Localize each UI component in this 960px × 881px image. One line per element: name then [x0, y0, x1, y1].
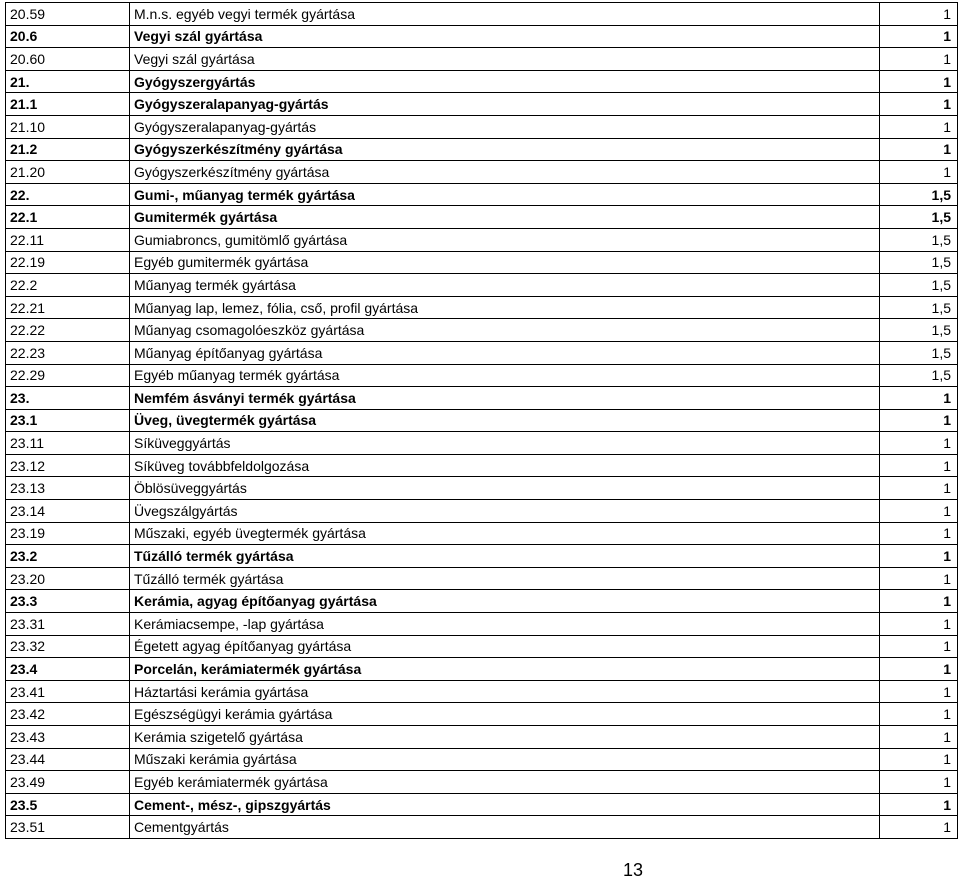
code-cell: 23.5 — [6, 793, 130, 816]
name-cell: Gumi-, műanyag termék gyártása — [130, 183, 880, 206]
name-cell: Tűzálló termék gyártása — [130, 545, 880, 568]
table-row — [6, 3, 958, 26]
code-cell: 23.12 — [6, 454, 130, 477]
name-cell: Vegyi szál gyártása — [130, 48, 880, 71]
code-cell: 23.3 — [6, 590, 130, 613]
value-cell: 1 — [880, 93, 958, 116]
code-cell: 23.4 — [6, 658, 130, 681]
code-cell: 22.1 — [6, 206, 130, 229]
page-number: 13 — [622, 860, 644, 880]
name-cell: Síküveggyártás — [130, 432, 880, 455]
value-cell: 1,5 — [880, 319, 958, 342]
table-row — [6, 432, 958, 455]
code-cell: 23.14 — [6, 500, 130, 523]
table-row — [6, 274, 958, 297]
name-cell: Gyógyszerkészítmény gyártása — [130, 138, 880, 161]
value-cell: 1 — [880, 816, 958, 839]
name-cell: Kerámiacsempe, -lap gyártása — [130, 613, 880, 636]
table-row — [6, 816, 958, 839]
value-cell: 1,5 — [880, 364, 958, 387]
table-row — [6, 500, 958, 523]
name-cell: Műanyag építőanyag gyártása — [130, 341, 880, 364]
table-row — [6, 387, 958, 410]
code-cell: 21. — [6, 70, 130, 93]
value-cell: 1 — [880, 454, 958, 477]
table-row — [6, 635, 958, 658]
name-cell: Műanyag termék gyártása — [130, 274, 880, 297]
table-row — [6, 25, 958, 48]
value-cell: 1 — [880, 680, 958, 703]
value-cell: 1 — [880, 635, 958, 658]
table-row — [6, 545, 958, 568]
name-cell: Porcelán, kerámiatermék gyártása — [130, 658, 880, 681]
value-cell: 1 — [880, 3, 958, 26]
table-row — [6, 70, 958, 93]
name-cell: Gumitermék gyártása — [130, 206, 880, 229]
value-cell: 1 — [880, 590, 958, 613]
code-cell: 22.22 — [6, 319, 130, 342]
value-cell: 1 — [880, 500, 958, 523]
code-cell: 23.43 — [6, 726, 130, 749]
table-row — [6, 228, 958, 251]
code-cell: 22.19 — [6, 251, 130, 274]
table-body — [6, 3, 958, 839]
code-cell: 23.42 — [6, 703, 130, 726]
value-cell: 1,5 — [880, 251, 958, 274]
value-cell: 1 — [880, 545, 958, 568]
code-cell: 20.6 — [6, 25, 130, 48]
code-cell: 23.20 — [6, 567, 130, 590]
code-cell: 23.44 — [6, 748, 130, 771]
name-cell: Cement-, mész-, gipszgyártás — [130, 793, 880, 816]
table-row — [6, 613, 958, 636]
code-cell: 23.19 — [6, 522, 130, 545]
code-cell: 23.31 — [6, 613, 130, 636]
name-cell: Nemfém ásványi termék gyártása — [130, 387, 880, 410]
name-cell: Tűzálló termék gyártása — [130, 567, 880, 590]
table-row — [6, 251, 958, 274]
value-cell: 1 — [880, 613, 958, 636]
name-cell: Gyógyszergyártás — [130, 70, 880, 93]
name-cell: Gumiabroncs, gumitömlő gyártása — [130, 228, 880, 251]
value-cell: 1 — [880, 387, 958, 410]
value-cell: 1 — [880, 409, 958, 432]
name-cell: Háztartási kerámia gyártása — [130, 680, 880, 703]
name-cell: Kerámia, agyag építőanyag gyártása — [130, 590, 880, 613]
table-row — [6, 454, 958, 477]
value-cell: 1,5 — [880, 183, 958, 206]
value-cell: 1,5 — [880, 274, 958, 297]
value-cell: 1 — [880, 703, 958, 726]
name-cell: Gyógyszeralapanyag-gyártás — [130, 115, 880, 138]
value-cell: 1 — [880, 793, 958, 816]
name-cell: Síküveg továbbfeldolgozása — [130, 454, 880, 477]
value-cell: 1 — [880, 432, 958, 455]
table-row — [6, 680, 958, 703]
table-row — [6, 793, 958, 816]
code-cell: 22.23 — [6, 341, 130, 364]
table-row — [6, 567, 958, 590]
activity-code-table — [5, 2, 958, 839]
table-row — [6, 771, 958, 794]
name-cell: Műanyag csomagolóeszköz gyártása — [130, 319, 880, 342]
name-cell: Üveg, üvegtermék gyártása — [130, 409, 880, 432]
table-row — [6, 319, 958, 342]
table-row — [6, 138, 958, 161]
table-row — [6, 658, 958, 681]
value-cell: 1 — [880, 748, 958, 771]
code-cell: 22.2 — [6, 274, 130, 297]
table-row — [6, 703, 958, 726]
value-cell: 1,5 — [880, 296, 958, 319]
code-cell: 21.10 — [6, 115, 130, 138]
code-cell: 22. — [6, 183, 130, 206]
table-row — [6, 409, 958, 432]
name-cell: Egyéb gumitermék gyártása — [130, 251, 880, 274]
table-row — [6, 161, 958, 184]
name-cell: Gyógyszerkészítmény gyártása — [130, 161, 880, 184]
value-cell: 1 — [880, 726, 958, 749]
table-row — [6, 364, 958, 387]
code-cell: 21.1 — [6, 93, 130, 116]
value-cell: 1 — [880, 70, 958, 93]
value-cell: 1,5 — [880, 341, 958, 364]
code-cell: 23.11 — [6, 432, 130, 455]
code-cell: 21.2 — [6, 138, 130, 161]
code-cell: 23.2 — [6, 545, 130, 568]
name-cell: Üvegszálgyártás — [130, 500, 880, 523]
value-cell: 1,5 — [880, 228, 958, 251]
name-cell: Öblösüveggyártás — [130, 477, 880, 500]
table-row — [6, 115, 958, 138]
value-cell: 1 — [880, 25, 958, 48]
table-row — [6, 183, 958, 206]
table-row — [6, 477, 958, 500]
code-cell: 23.32 — [6, 635, 130, 658]
value-cell: 1 — [880, 138, 958, 161]
code-cell: 23.41 — [6, 680, 130, 703]
code-cell: 22.29 — [6, 364, 130, 387]
value-cell: 1 — [880, 161, 958, 184]
value-cell: 1 — [880, 567, 958, 590]
table-row — [6, 522, 958, 545]
name-cell: Egészségügyi kerámia gyártása — [130, 703, 880, 726]
code-cell: 23. — [6, 387, 130, 410]
table-row — [6, 296, 958, 319]
name-cell: Vegyi szál gyártása — [130, 25, 880, 48]
name-cell: M.n.s. egyéb vegyi termék gyártása — [130, 3, 880, 26]
name-cell: Gyógyszeralapanyag-gyártás — [130, 93, 880, 116]
value-cell: 1,5 — [880, 206, 958, 229]
table-row — [6, 206, 958, 229]
table-row — [6, 48, 958, 71]
code-cell: 23.13 — [6, 477, 130, 500]
name-cell: Műanyag lap, lemez, fólia, cső, profil gyártása — [130, 296, 880, 319]
code-cell: 20.59 — [6, 3, 130, 26]
code-cell: 23.51 — [6, 816, 130, 839]
table-row — [6, 590, 958, 613]
name-cell: Égetett agyag építőanyag gyártása — [130, 635, 880, 658]
table-row — [6, 726, 958, 749]
value-cell: 1 — [880, 115, 958, 138]
name-cell: Egyéb kerámiatermék gyártása — [130, 771, 880, 794]
table-row — [6, 93, 958, 116]
value-cell: 1 — [880, 658, 958, 681]
code-cell: 21.20 — [6, 161, 130, 184]
code-cell: 23.1 — [6, 409, 130, 432]
name-cell: Műszaki kerámia gyártása — [130, 748, 880, 771]
name-cell: Műszaki, egyéb üvegtermék gyártása — [130, 522, 880, 545]
value-cell: 1 — [880, 522, 958, 545]
value-cell: 1 — [880, 771, 958, 794]
name-cell: Egyéb műanyag termék gyártása — [130, 364, 880, 387]
table-row — [6, 341, 958, 364]
value-cell: 1 — [880, 477, 958, 500]
name-cell: Cementgyártás — [130, 816, 880, 839]
value-cell: 1 — [880, 48, 958, 71]
table-row — [6, 748, 958, 771]
code-cell: 20.60 — [6, 48, 130, 71]
name-cell: Kerámia szigetelő gyártása — [130, 726, 880, 749]
code-cell: 22.11 — [6, 228, 130, 251]
code-cell: 23.49 — [6, 771, 130, 794]
code-cell: 22.21 — [6, 296, 130, 319]
